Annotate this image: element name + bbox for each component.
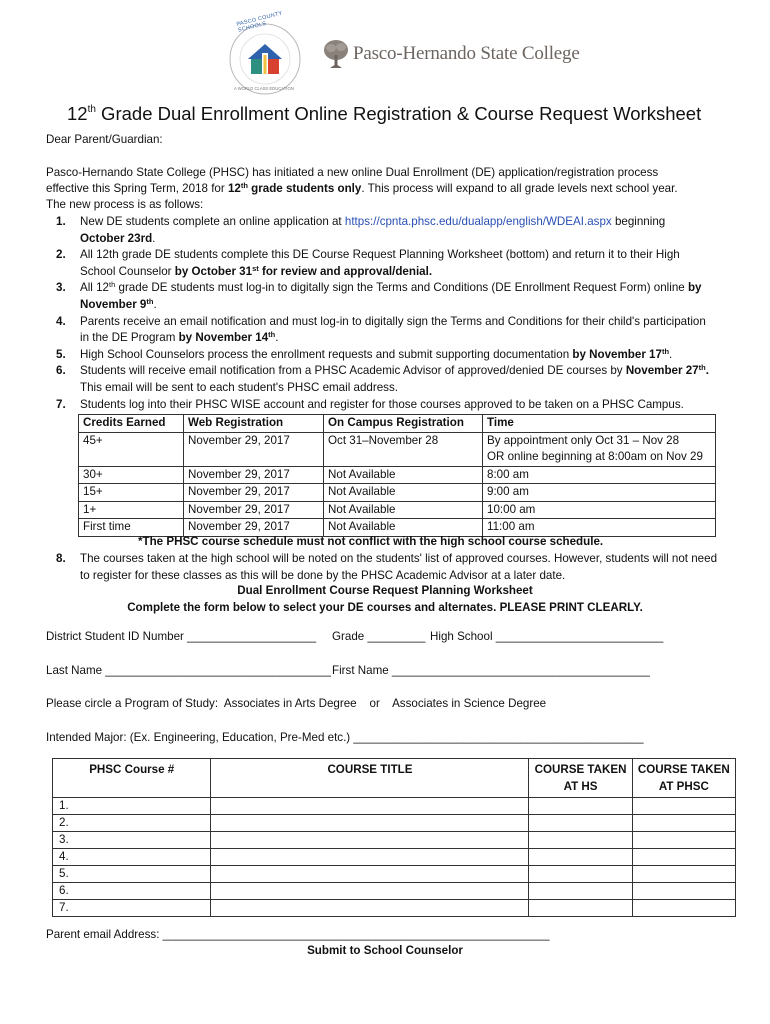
- table-row: 4.: [53, 849, 736, 866]
- pasco-seal-text: PASCO COUNTY SCHOOLS: [236, 10, 284, 34]
- table-row: 2.: [53, 815, 736, 832]
- phsc-logo: [322, 39, 580, 69]
- header-campus: On Campus Registration: [324, 415, 483, 433]
- schedule-header-row: [79, 415, 716, 433]
- header-course-number: PHSC Course #: [53, 759, 211, 798]
- header-taken-hs: COURSE TAKEN AT HS: [529, 759, 632, 798]
- header-web: Web Registration: [184, 415, 324, 433]
- student-id-field[interactable]: District Student ID Number ____________________: [46, 630, 317, 643]
- grade-field[interactable]: Grade _________: [332, 630, 426, 643]
- table-row: 3.: [53, 832, 736, 849]
- step-3: 3. All 12th grade DE students must log-in to digitally sign the Terms and Conditions (DE Enrollment Request Form) online by November 9th.: [56, 280, 702, 311]
- header-time: Time: [483, 415, 716, 433]
- course-request-table: [52, 758, 736, 917]
- table-row: 1+ November 29, 2017 Not Available 10:00 am: [79, 501, 716, 519]
- salutation: Dear Parent/Guardian:: [46, 133, 163, 146]
- process-steps: [46, 214, 718, 413]
- table-row: 30+ November 29, 2017 Not Available 8:00 am: [79, 466, 716, 484]
- tree-icon: [322, 39, 350, 69]
- table-row: 6.: [53, 883, 736, 900]
- first-name-field[interactable]: First Name ________________________________________: [332, 664, 650, 677]
- intro-line-2: effective this Spring Term, 2018 for 12th grade students only. This process will expand to all grade levels next school year.: [46, 181, 678, 195]
- step-1: 1. New DE students complete an online application at https://cpnta.phsc.edu/dualapp/english/WDEAI.aspx beginning October 23rd.: [56, 215, 666, 245]
- step-5: 5. High School Counselors process the enrollment requests and submit supporting documentation by November 17th.: [56, 346, 673, 361]
- step-6: 6. Students will receive email notification from a PHSC Academic Advisor of approved/denied DE courses by November 27th. This email will be sent to each student's PHSC email address.: [56, 363, 709, 394]
- table-row: 5.: [53, 866, 736, 883]
- pasco-tagline: A WORLD CLASS EDUCATION: [234, 86, 294, 91]
- worksheet-instructions: Complete the form below to select your DE courses and alternates. PLEASE PRINT CLEARLY.: [127, 601, 643, 614]
- college-name: Pasco-Hernando State College: [353, 43, 580, 64]
- submit-instruction: Submit to School Counselor: [307, 944, 463, 957]
- table-row: 15+ November 29, 2017 Not Available 9:00 am: [79, 484, 716, 502]
- step-2: 2. All 12th grade DE students complete this DE Course Request Planning Worksheet (bottom) and return it to their High School Counselor by October 31st for review and approval/denial.: [56, 248, 680, 278]
- pasco-county-schools-logo: [228, 10, 302, 96]
- program-option-aa[interactable]: Associates in Arts Degree: [223, 697, 357, 710]
- registration-schedule-table: [78, 414, 716, 537]
- header-course-title: COURSE TITLE: [211, 759, 529, 798]
- application-link[interactable]: https://cpnta.phsc.edu/dualapp/english/WDEAI.aspx: [344, 215, 612, 228]
- step-8: 8. The courses taken at the high school will be noted on the students' list of approved courses. However, students will not need to register for these classes as this will be done by the PHSC Academic Advisor at a later date.: [56, 552, 718, 582]
- header-taken-phsc: COURSE TAKEN AT PHSC: [632, 759, 735, 798]
- table-row: 7.: [53, 900, 736, 917]
- program-of-study: Please circle a Program of Study: Associates in Arts Degree or Associates in Science Degree: [46, 697, 547, 710]
- intro-line-3: The new process is as follows:: [46, 198, 204, 211]
- step-7: 7. Students log into their PHSC WISE account and register for those courses approved to be taken on a PHSC Campus.: [56, 397, 684, 411]
- intro-line-1: Pasco-Hernando State College (PHSC) has initiated a new online Dual Enrollment (DE) application/registration process: [46, 166, 659, 179]
- last-name-field[interactable]: Last Name ___________________________________: [46, 664, 331, 677]
- parent-email-field[interactable]: Parent email Address: ____________________________________________________________: [46, 928, 550, 941]
- table-row: First time November 29, 2017 Not Available 11:00 am: [79, 519, 716, 537]
- program-option-as[interactable]: Associates in Science Degree: [392, 697, 547, 710]
- intended-major-field[interactable]: Intended Major: (Ex. Engineering, Education, Pre-Med etc.) _____________________________________________: [46, 731, 644, 744]
- course-header-row: [53, 759, 736, 798]
- table-row: 1.: [53, 798, 736, 815]
- high-school-field[interactable]: High School __________________________: [430, 630, 664, 643]
- worksheet-heading: Dual Enrollment Course Request Planning Worksheet: [237, 584, 533, 597]
- page-title: 12th Grade Dual Enrollment Online Registration & Course Request Worksheet: [67, 103, 702, 124]
- header-credits: Credits Earned: [79, 415, 184, 433]
- table-row: 45+ November 29, 2017 Oct 31–November 28 By appointment only Oct 31 – Nov 28 OR online beginning at 8:00am on Nov 29: [79, 432, 716, 466]
- step-4: 4. Parents receive an email notification and must log-in to digitally sign the Terms and Conditions for their child's participation in the DE Program by November 14th.: [56, 314, 706, 345]
- schedule-note: *The PHSC course schedule must not conflict with the high school course schedule.: [138, 535, 604, 548]
